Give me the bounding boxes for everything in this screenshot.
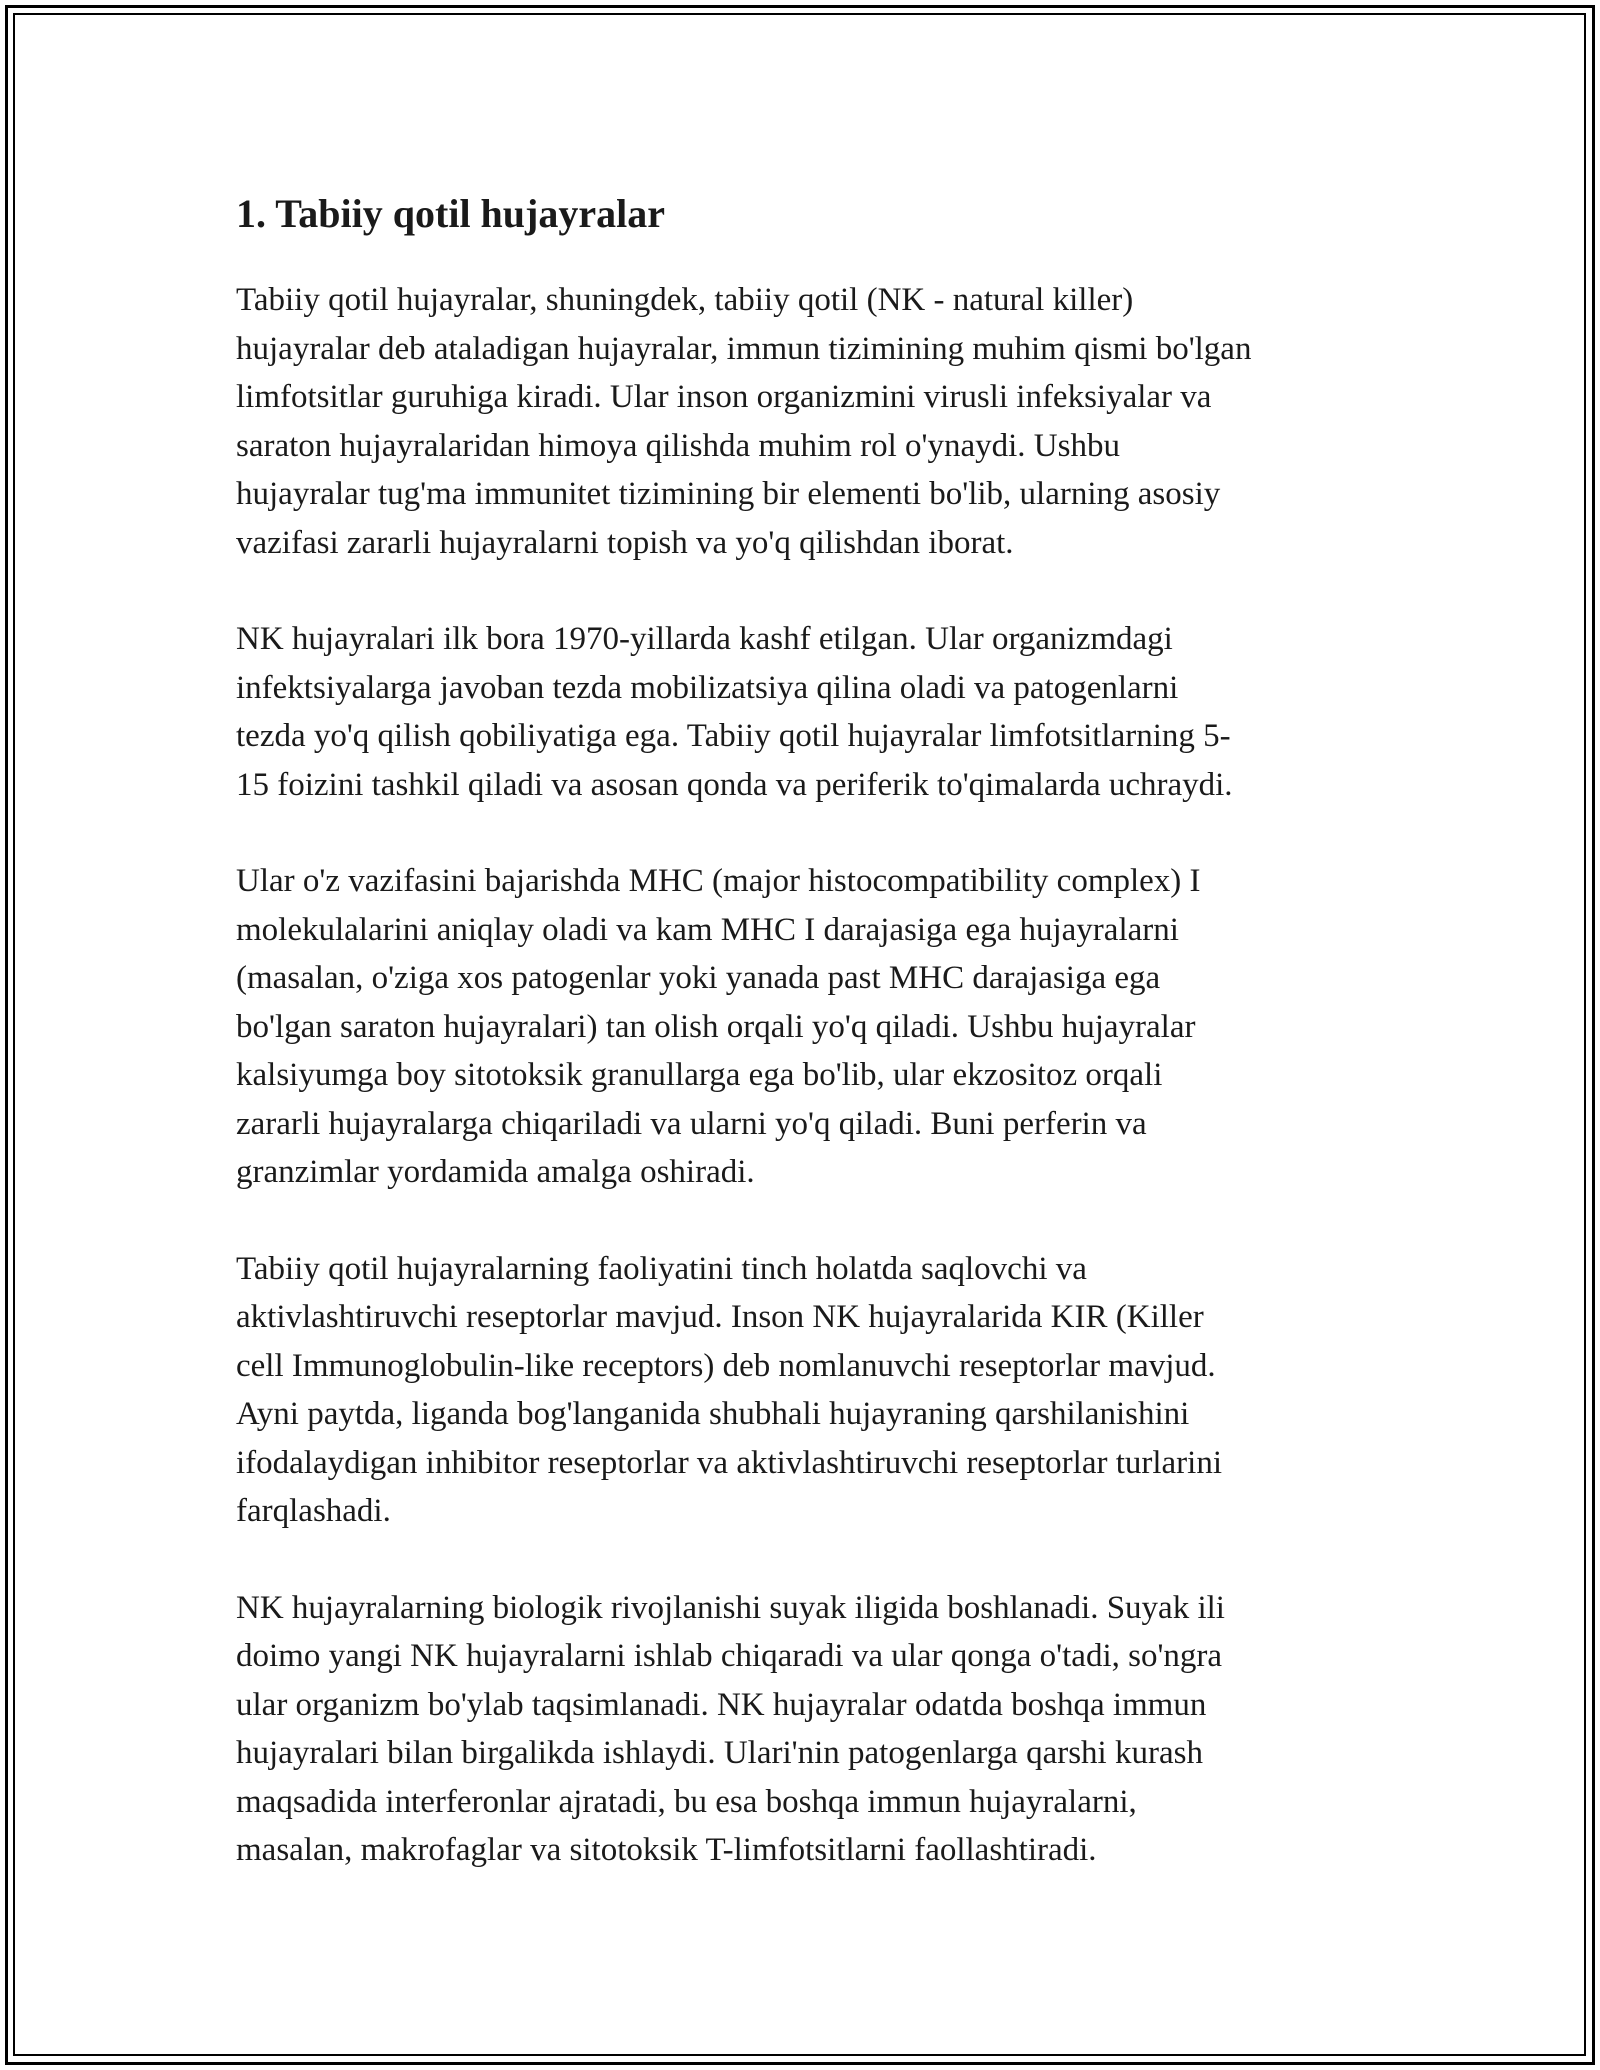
text-line: aktivlashtiruvchi reseptorlar mavjud. Inson NK hujayralarida KIR (Killer [236, 1299, 1204, 1335]
text-line: maqsadida interferonlar ajratadi, bu esa boshqa immun hujayralarni, [236, 1783, 1137, 1820]
text-line: (masalan, o'ziga xos patogenlar yoki yanada past MHC darajasiga ega [236, 960, 1161, 996]
text-line: NK hujayralari ilk bora 1970-yillarda kashf etilgan. Ular organizmdagi [236, 621, 1173, 657]
text-line: 15 foizini tashkil qiladi va asosan qonda va periferik to'qimalarda uchraydi. [236, 766, 1233, 803]
text-line: kalsiyumga boy sitotoksik granullarga ega bo'lib, ular ekzositoz orqali [236, 1057, 1163, 1093]
text-line: Ular o'z vazifasini bajarishda MHC (major histocompatibility complex) I [236, 863, 1201, 899]
text-line: Tabiiy qotil hujayralarning faoliyatini tinch holatda saqlovchi va [236, 1250, 1087, 1287]
text-line: doimo yangi NK hujayralarni ishlab chiqaradi va ular qonga o'tadi, so'ngra [236, 1638, 1223, 1674]
text-line: NK hujayralarning biologik rivojlanishi suyak iligida boshlanadi. Suyak ili [236, 1589, 1225, 1626]
text-line: bo'lgan saraton hujayralari) tan olish orqali yo'q qiladi. Ushbu hujayralar [236, 1008, 1196, 1045]
text-line: ular organizm bo'ylab taqsimlanadi. NK hujayralar odatda boshqa immun [236, 1686, 1207, 1723]
text-line: hujayralar tug'ma immunitet tizimining bir elementi bo'lib, ularning asosiy [236, 476, 1221, 512]
text-line: infektsiyalarga javoban tezda mobilizatsiya qilina oladi va patogenlarni [236, 669, 1179, 706]
text-line: hujayralari bilan birgalikda ishlaydi. Ulari'nin patogenlarga qarshi kurash [236, 1735, 1203, 1771]
section-title: 1. Tabiiy qotil hujayralar [236, 191, 665, 236]
text-line: farqlashadi. [236, 1493, 391, 1529]
text-line: cell Immunoglobulin-like receptors) deb nomlanuvchi reseptorlar mavjud. [236, 1347, 1216, 1384]
paragraph-3 [236, 857, 1376, 1197]
paragraph-2 [236, 615, 1376, 809]
document-body [236, 186, 1376, 1923]
text-line: Ayni paytda, liganda bog'langanida shubhali hujayraning qarshilanishini [236, 1396, 1190, 1432]
text-line: Tabiiy qotil hujayralar, shuningdek, tabiiy qotil (NK - natural killer) [236, 282, 1134, 318]
text-line: masalan, makrofaglar va sitotoksik T-limfotsitlarni faollashtiradi. [236, 1832, 1097, 1868]
text-line: molekulalarini aniqlay oladi va kam MHC I darajasiga ega hujayralarni [236, 911, 1179, 948]
paragraph-5 [236, 1584, 1376, 1875]
text-line: tezda yo'q qilish qobiliyatiga ega. Tabiiy qotil hujayralar limfotsitlarning 5- [236, 718, 1231, 754]
text-line: limfotsitlar guruhiga kiradi. Ular inson organizmini virusli infeksiyalar va [236, 379, 1212, 415]
paragraph-1 [236, 276, 1376, 567]
text-line: saraton hujayralaridan himoya qilishda muhim rol o'ynaydi. Ushbu [236, 427, 1120, 464]
text-line: zararli hujayralarga chiqariladi va ularni yo'q qiladi. Buni perferin va [236, 1105, 1147, 1142]
paragraph-4 [236, 1245, 1376, 1536]
text-line: granzimlar yordamida amalga oshiradi. [236, 1154, 755, 1190]
text-line: ifodalaydigan inhibitor reseptorlar va aktivlashtiruvchi reseptorlar turlarini [236, 1444, 1223, 1481]
text-line: hujayralar deb ataladigan hujayralar, immun tizimining muhim qismi bo'lgan [236, 330, 1252, 367]
text-line: vazifasi zararli hujayralarni topish va yo'q qilishdan iborat. [236, 524, 1014, 561]
